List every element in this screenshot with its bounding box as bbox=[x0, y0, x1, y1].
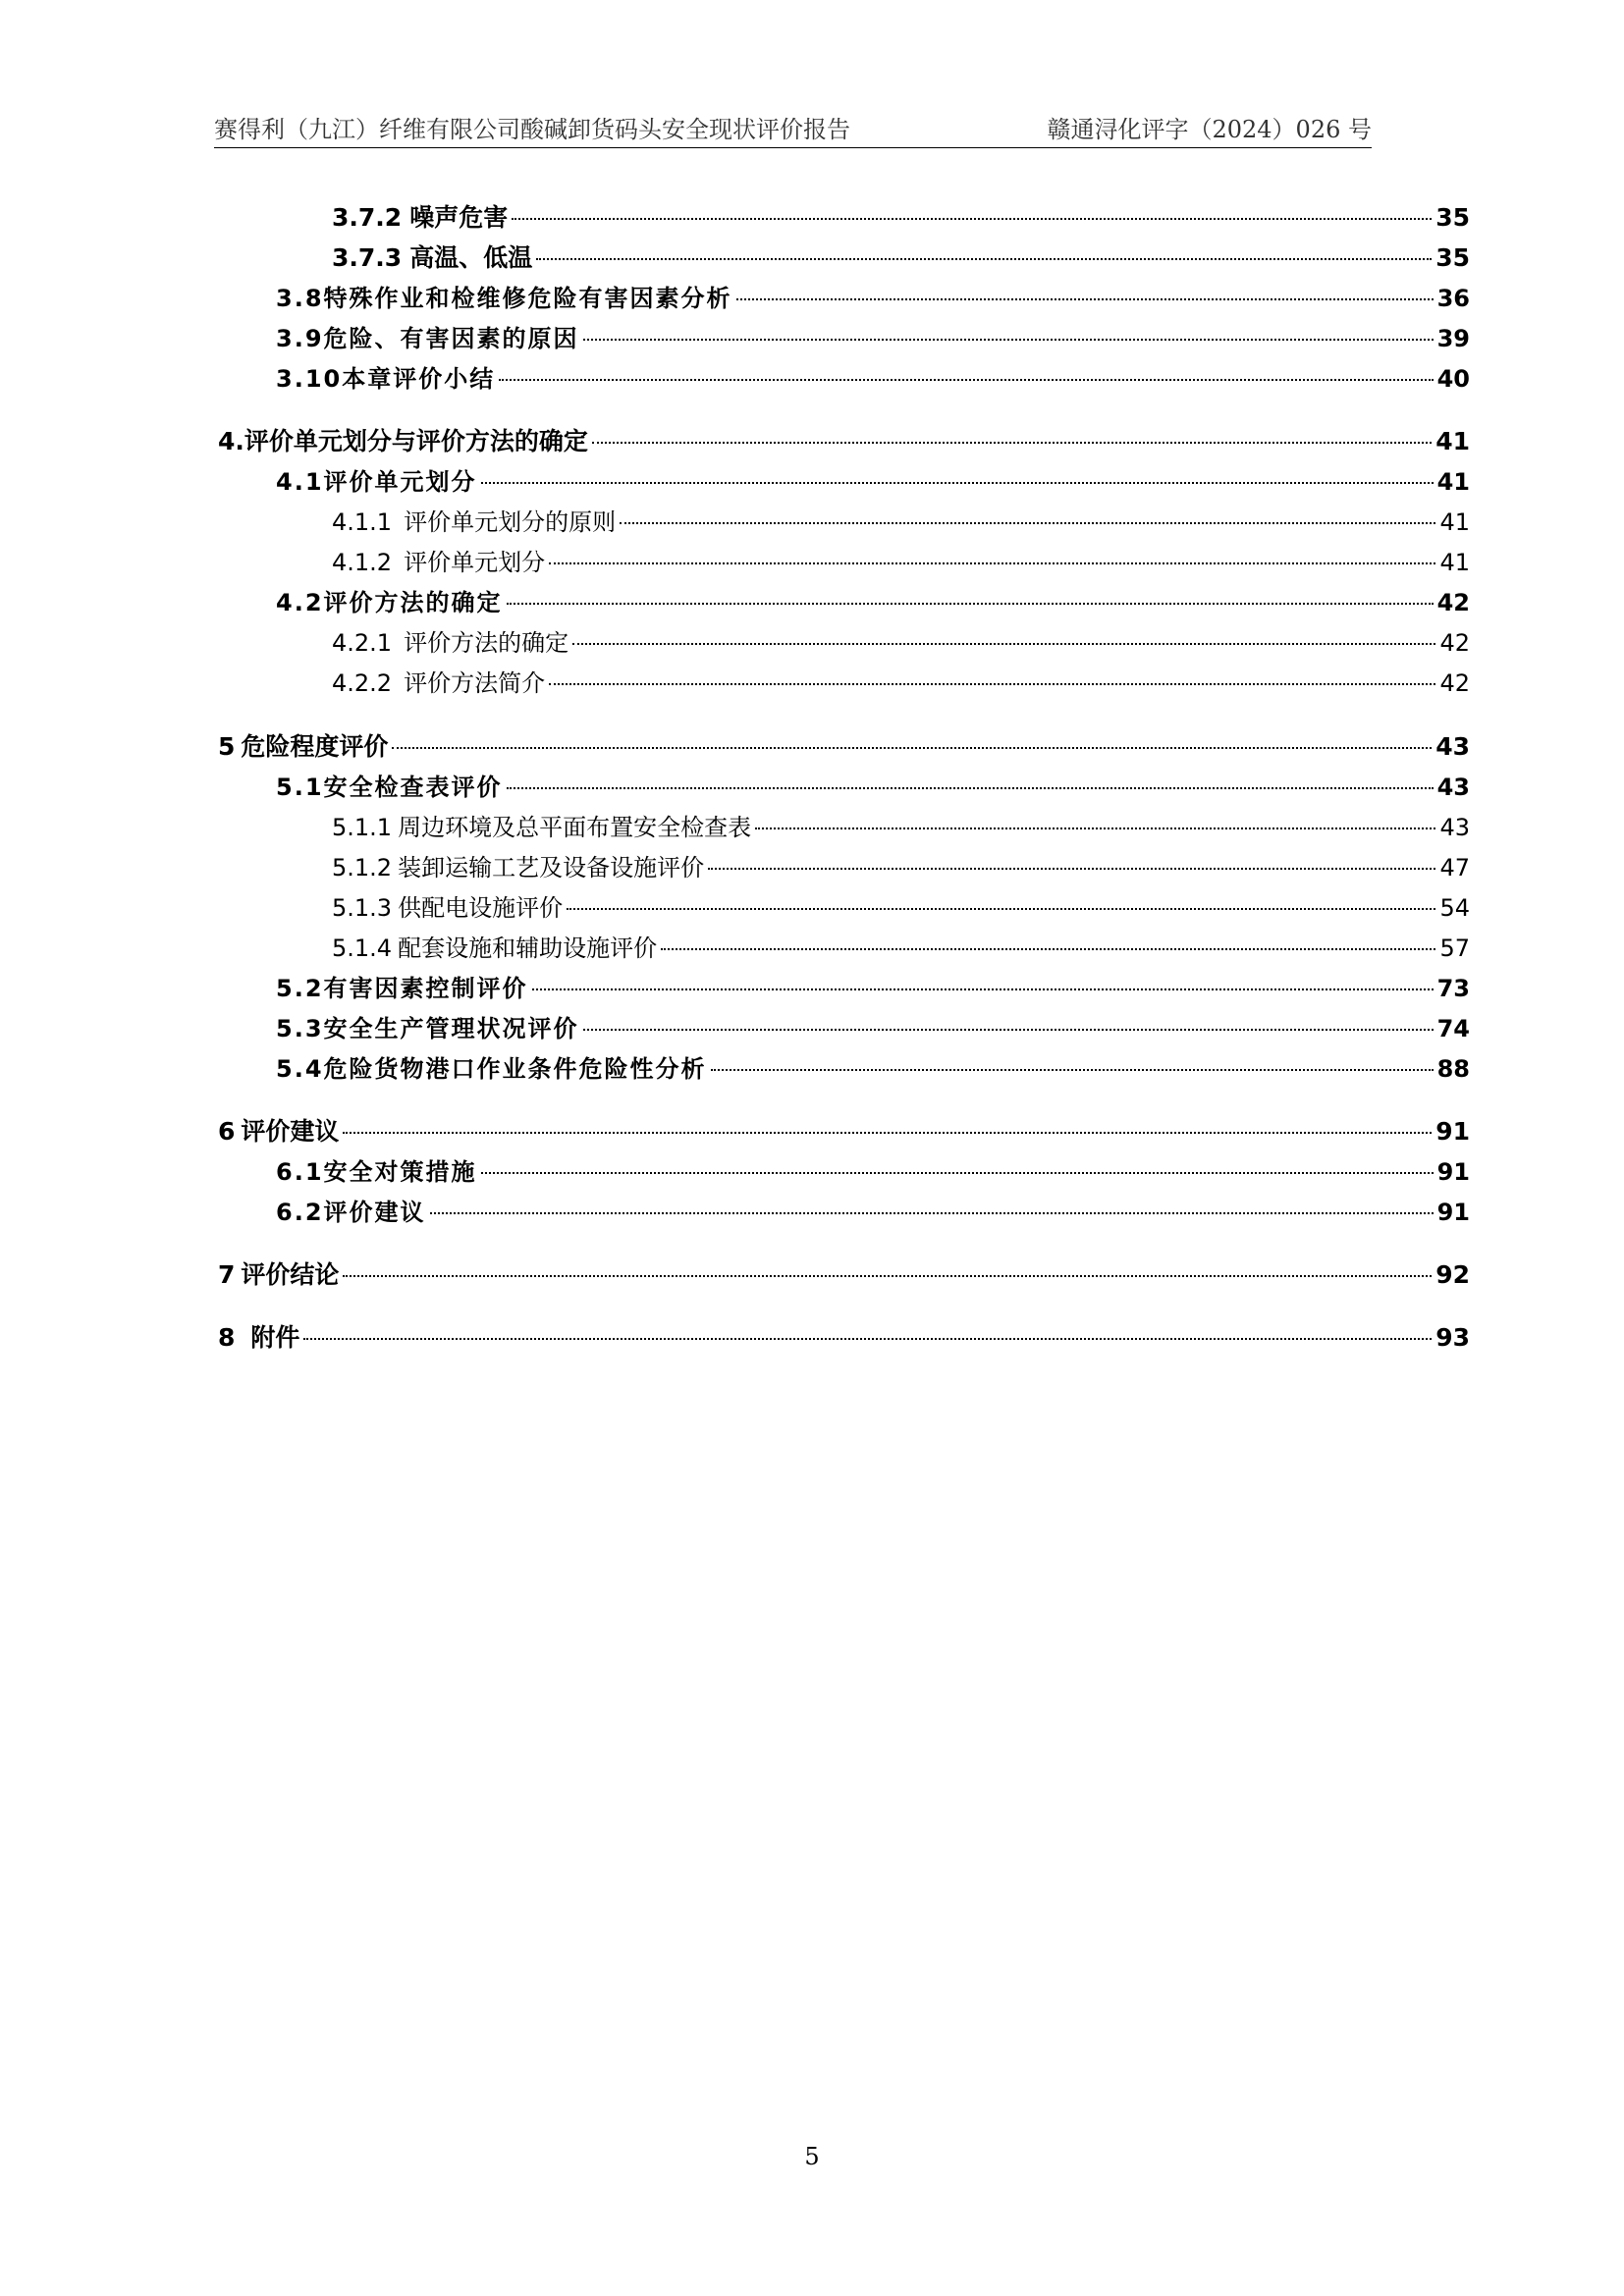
toc-entry-title: 评价结论 bbox=[241, 1260, 340, 1289]
toc-entry-number: 5.1 bbox=[276, 774, 324, 801]
toc-entry-title: 周边环境及总平面布置安全检查表 bbox=[398, 814, 752, 841]
toc-entry-number: 5.3 bbox=[276, 1015, 324, 1042]
toc-entry-number: 4.2.2 bbox=[332, 669, 393, 697]
toc-entry-page: 41 bbox=[1439, 549, 1470, 576]
toc-entry-page: 43 bbox=[1435, 732, 1470, 761]
toc-entry-number: 4.2 bbox=[276, 589, 324, 616]
toc-entry-title: 安全生产管理状况评价 bbox=[323, 1015, 579, 1042]
toc-entry-page: 91 bbox=[1435, 1117, 1470, 1146]
toc-entry-page: 40 bbox=[1436, 365, 1470, 393]
toc-entry-number: 4.1.2 bbox=[332, 549, 393, 576]
toc-entry-5-1-2[interactable] bbox=[332, 850, 1470, 885]
toc-entry-number: 4.1.1 bbox=[332, 508, 393, 536]
toc-dot-leader bbox=[708, 867, 1435, 870]
toc-entry-page: 47 bbox=[1439, 854, 1470, 881]
toc-entry-6-2[interactable] bbox=[276, 1195, 1470, 1230]
toc-entry-4-1-2[interactable] bbox=[332, 545, 1470, 580]
page-number: 5 bbox=[804, 2143, 820, 2170]
toc-dot-leader bbox=[592, 441, 1432, 444]
toc-entry-number: 3.10 bbox=[276, 365, 343, 393]
toc-entry-3-8[interactable] bbox=[276, 281, 1470, 316]
toc-entry-title: 附件 bbox=[250, 1323, 300, 1352]
toc-entry-number: 3.7.3 bbox=[332, 243, 403, 272]
toc-entry-title: 有害因素控制评价 bbox=[323, 975, 528, 1002]
toc-entry-3-9[interactable] bbox=[276, 321, 1470, 356]
toc-entry-title: 评价方法的确定 bbox=[404, 629, 569, 657]
toc-entry-title: 供配电设施评价 bbox=[398, 894, 564, 922]
toc-entry-number: 7 bbox=[218, 1260, 236, 1289]
toc-entry-3-7-2[interactable] bbox=[332, 200, 1470, 236]
toc-entry-title: 噪声危害 bbox=[409, 203, 509, 232]
toc-dot-leader bbox=[392, 746, 1432, 749]
toc-entry-4-2-1[interactable] bbox=[332, 625, 1470, 661]
toc-dot-leader bbox=[507, 602, 1434, 605]
toc-dot-leader bbox=[536, 257, 1432, 260]
toc-entry-5-1-4[interactable] bbox=[332, 931, 1470, 966]
toc-entry-3-10[interactable] bbox=[276, 361, 1470, 397]
toc-entry-page: 54 bbox=[1439, 894, 1470, 922]
toc-entry-4-1[interactable] bbox=[276, 464, 1470, 500]
toc-dot-leader bbox=[711, 1068, 1434, 1071]
toc-entry-number: 3.9 bbox=[276, 325, 324, 352]
toc-entry-number: 5.1.4 bbox=[332, 934, 393, 962]
toc-entry-number: 5.1.2 bbox=[332, 854, 393, 881]
toc-dot-leader bbox=[532, 988, 1434, 990]
toc-entry-title: 本章评价小结 bbox=[342, 365, 496, 393]
toc-entry-page: 91 bbox=[1436, 1158, 1470, 1186]
toc-entry-5-4[interactable] bbox=[276, 1051, 1470, 1087]
toc-entry-5-1-3[interactable] bbox=[332, 890, 1470, 926]
toc-entry-number: 4.1 bbox=[276, 468, 324, 496]
toc-entry-page: 41 bbox=[1435, 427, 1470, 455]
toc-dot-leader bbox=[567, 907, 1435, 910]
toc-entry-title: 评价单元划分的原则 bbox=[404, 508, 617, 536]
toc-entry-6-1[interactable] bbox=[276, 1154, 1470, 1190]
toc-entry-6[interactable] bbox=[218, 1114, 1470, 1149]
toc-entry-number: 6 bbox=[218, 1117, 236, 1146]
toc-entry-number: 5 bbox=[218, 732, 236, 761]
toc-entry-page: 39 bbox=[1436, 325, 1470, 352]
toc-entry-title: 装卸运输工艺及设备设施评价 bbox=[398, 854, 705, 881]
toc-entry-page: 43 bbox=[1436, 774, 1470, 801]
toc-entry-title: 配套设施和辅助设施评价 bbox=[398, 934, 658, 962]
toc-entry-number: 4. bbox=[218, 427, 244, 455]
toc-entry-4-1-1[interactable] bbox=[332, 505, 1470, 540]
toc-entry-page: 74 bbox=[1436, 1015, 1470, 1042]
toc-dot-leader bbox=[499, 378, 1433, 381]
toc-entry-title: 危险货物港口作业条件危险性分析 bbox=[323, 1055, 707, 1083]
toc-dot-leader bbox=[303, 1337, 1432, 1340]
toc-dot-leader bbox=[583, 1028, 1434, 1031]
toc-entry-number: 5.1.1 bbox=[332, 814, 393, 841]
toc-entry-title: 高温、低温 bbox=[409, 243, 533, 272]
toc-entry-number: 5.4 bbox=[276, 1055, 324, 1083]
toc-dot-leader bbox=[620, 521, 1435, 524]
toc-dot-leader bbox=[481, 1171, 1434, 1174]
toc-entry-page: 57 bbox=[1439, 934, 1470, 962]
header-report-title: 赛得利（九江）纤维有限公司酸碱卸货码头安全现状评价报告 bbox=[214, 116, 850, 143]
toc-entry-5-2[interactable] bbox=[276, 971, 1470, 1006]
toc-dot-leader bbox=[512, 217, 1432, 220]
toc-entry-4-2-2[interactable] bbox=[332, 666, 1470, 701]
toc-dot-leader bbox=[736, 297, 1434, 300]
toc-dot-leader bbox=[549, 561, 1435, 564]
toc-entry-number: 5.1.3 bbox=[332, 894, 393, 922]
toc-dot-leader bbox=[507, 786, 1434, 789]
toc-entry-number: 6.1 bbox=[276, 1158, 324, 1186]
toc-dot-leader bbox=[661, 947, 1435, 950]
toc-entry-number: 5.2 bbox=[276, 975, 324, 1002]
toc-entry-title: 安全对策措施 bbox=[323, 1158, 477, 1186]
toc-entry-title: 评价方法的确定 bbox=[323, 589, 503, 616]
toc-entry-page: 42 bbox=[1439, 669, 1470, 697]
toc-entry-title: 评价单元划分 bbox=[323, 468, 477, 496]
toc-dot-leader bbox=[572, 642, 1435, 645]
toc-entry-title: 评价单元划分与评价方法的确定 bbox=[244, 427, 588, 455]
toc-entry-page: 35 bbox=[1435, 203, 1470, 232]
toc-entry-number: 4.2.1 bbox=[332, 629, 393, 657]
toc-entry-title: 特殊作业和检维修危险有害因素分析 bbox=[323, 285, 732, 312]
toc-entry-title: 危险、有害因素的原因 bbox=[323, 325, 579, 352]
toc-dot-leader bbox=[481, 481, 1434, 484]
toc-dot-leader bbox=[549, 682, 1435, 685]
toc-entry-page: 42 bbox=[1439, 629, 1470, 657]
toc-dot-leader bbox=[343, 1274, 1432, 1277]
toc-entry-page: 41 bbox=[1436, 468, 1470, 496]
toc-entry-page: 43 bbox=[1439, 814, 1470, 841]
toc-entry-number: 6.2 bbox=[276, 1199, 324, 1226]
toc-dot-leader bbox=[583, 338, 1434, 341]
toc-entry-page: 36 bbox=[1436, 285, 1470, 312]
toc-entry-number: 8 bbox=[218, 1323, 236, 1352]
toc-entry-5-1-1[interactable] bbox=[332, 810, 1470, 845]
toc-entry-8[interactable] bbox=[218, 1320, 1470, 1356]
toc-entry-title: 评价单元划分 bbox=[404, 549, 546, 576]
toc-dot-leader bbox=[430, 1211, 1434, 1214]
toc-entry-page: 42 bbox=[1436, 589, 1470, 616]
toc-entry-title: 评价建议 bbox=[241, 1117, 340, 1146]
toc-entry-number: 3.8 bbox=[276, 285, 324, 312]
toc-entry-page: 88 bbox=[1436, 1055, 1470, 1083]
header-document-number: 赣通浔化评字（2024）026 号 bbox=[1047, 116, 1372, 143]
toc-entry-page: 41 bbox=[1439, 508, 1470, 536]
toc-entry-page: 91 bbox=[1436, 1199, 1470, 1226]
toc-dot-leader bbox=[755, 827, 1435, 829]
toc-entry-3-7-3[interactable] bbox=[332, 240, 1470, 276]
toc-entry-5-1[interactable] bbox=[276, 770, 1470, 805]
toc-entry-4-2[interactable] bbox=[276, 585, 1470, 620]
toc-entry-5-3[interactable] bbox=[276, 1011, 1470, 1046]
toc-entry-4[interactable] bbox=[218, 424, 1470, 459]
toc-entry-number: 3.7.2 bbox=[332, 203, 403, 232]
toc-entry-page: 73 bbox=[1436, 975, 1470, 1002]
toc-entry-page: 92 bbox=[1435, 1260, 1470, 1289]
toc-entry-title: 评价方法简介 bbox=[404, 669, 546, 697]
toc-entry-7[interactable] bbox=[218, 1257, 1470, 1293]
toc-entry-page: 35 bbox=[1435, 243, 1470, 272]
toc-entry-title: 安全检查表评价 bbox=[323, 774, 503, 801]
toc-entry-title: 评价建议 bbox=[323, 1199, 426, 1226]
toc-entry-page: 93 bbox=[1435, 1323, 1470, 1352]
toc-dot-leader bbox=[343, 1131, 1432, 1134]
toc-entry-5[interactable] bbox=[218, 729, 1470, 765]
toc-entry-title: 危险程度评价 bbox=[241, 732, 389, 761]
